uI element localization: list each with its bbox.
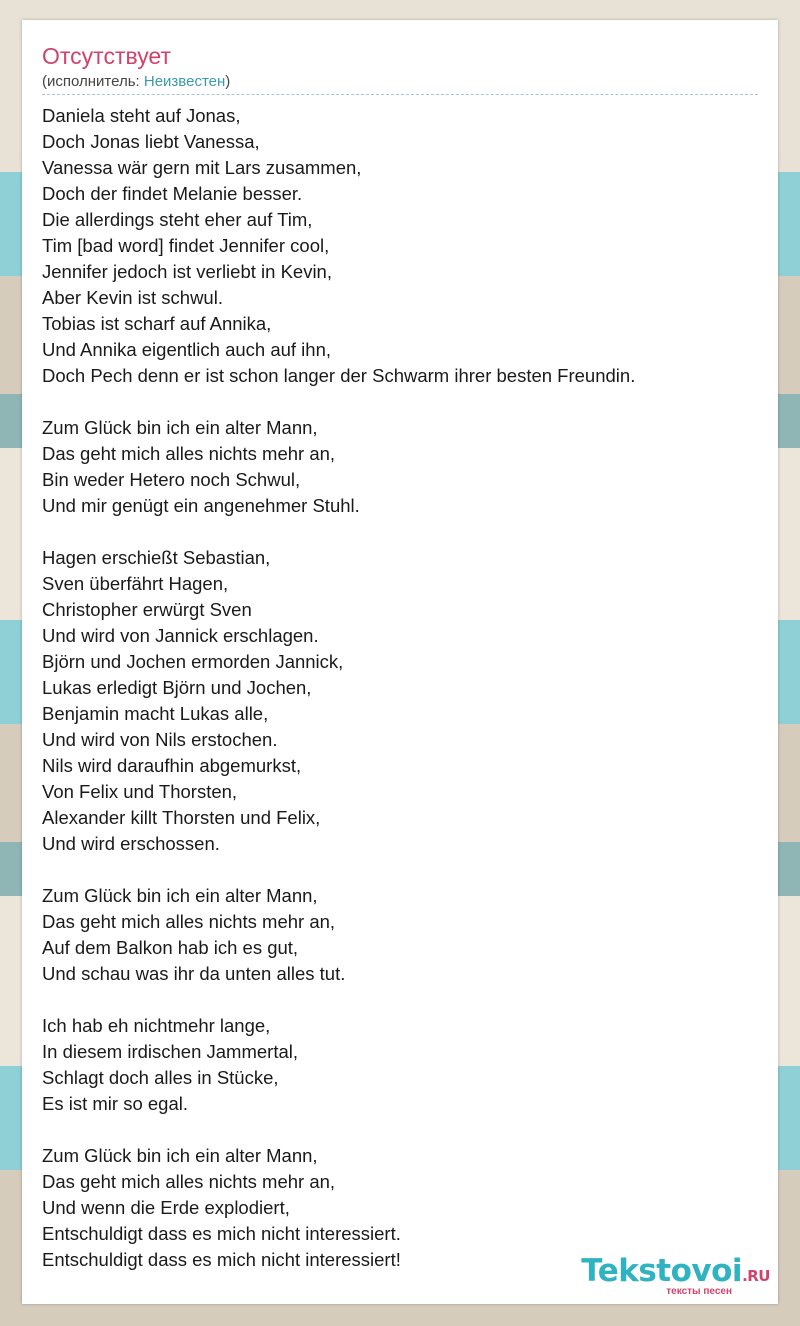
lyric-line: Die allerdings steht eher auf Tim,: [42, 209, 313, 230]
lyric-line: Von Felix und Thorsten,: [42, 781, 238, 802]
lyric-line: Es ist mir so egal.: [42, 1093, 188, 1114]
lyric-line: Nils wird daraufhin abgemurkst,: [42, 755, 302, 776]
lyric-line: Und wird von Jannick erschlagen.: [42, 625, 319, 646]
lyric-line: Zum Glück bin ich ein alter Mann,: [42, 417, 318, 438]
lyric-line: Und wenn die Erde explodiert,: [42, 1197, 290, 1218]
song-title: Отсутствует: [42, 43, 171, 69]
artist-line: [42, 72, 758, 95]
lyric-line: Benjamin macht Lukas alle,: [42, 703, 269, 724]
lyric-line: Das geht mich alles nichts mehr an,: [42, 911, 336, 932]
lyric-line: Und Annika eigentlich auch auf ihn,: [42, 339, 332, 360]
lyric-line: Entschuldigt dass es mich nicht interessiert!: [42, 1249, 401, 1270]
lyric-line: Und mir genügt ein angenehmer Stuhl.: [42, 495, 360, 516]
stanza: [42, 103, 758, 389]
logo-subtitle: тексты песен: [666, 1286, 732, 1297]
lyric-line: Und schau was ihr da unten alles tut.: [42, 963, 346, 984]
stanza: [42, 1013, 758, 1117]
lyric-line: Und wird erschossen.: [42, 833, 220, 854]
logo-name: Tekstovoi: [581, 1253, 743, 1289]
stanza: [42, 415, 758, 519]
lyric-line: Das geht mich alles nichts mehr an,: [42, 443, 336, 464]
artist-prefix: (исполнитель:: [42, 73, 144, 90]
lyric-line: Lukas erledigt Björn und Jochen,: [42, 677, 312, 698]
lyric-line: Doch Pech denn er ist schon langer der Schwarm ihrer besten Freundin.: [42, 365, 636, 386]
lyric-line: Und wird von Nils erstochen.: [42, 729, 278, 750]
artist-suffix: ): [225, 73, 231, 90]
lyric-line: Tim [bad word] findet Jennifer cool,: [42, 235, 330, 256]
lyric-line: Zum Glück bin ich ein alter Mann,: [42, 1145, 318, 1166]
lyric-line: Vanessa wär gern mit Lars zusammen,: [42, 157, 362, 178]
lyric-line: Entschuldigt dass es mich nicht interessiert.: [42, 1223, 401, 1244]
lyric-line: Bin weder Hetero noch Schwul,: [42, 469, 301, 490]
lyrics-card: [22, 20, 778, 1304]
site-logo[interactable]: [560, 1254, 770, 1298]
lyric-line: Alexander killt Thorsten und Felix,: [42, 807, 321, 828]
lyric-line: Tobias ist scharf auf Annika,: [42, 313, 272, 334]
lyric-line: Zum Glück bin ich ein alter Mann,: [42, 885, 318, 906]
lyric-line: In diesem irdischen Jammertal,: [42, 1041, 299, 1062]
artist-link[interactable]: Неизвестен: [143, 73, 226, 90]
lyric-line: Auf dem Balkon hab ich es gut,: [42, 937, 299, 958]
stanza: [42, 545, 758, 857]
lyric-line: Doch Jonas liebt Vanessa,: [42, 131, 260, 152]
lyric-line: Das geht mich alles nichts mehr an,: [42, 1171, 336, 1192]
lyric-line: Ich hab eh nichtmehr lange,: [42, 1015, 271, 1036]
lyric-line: Björn und Jochen ermorden Jannick,: [42, 651, 344, 672]
lyric-line: Schlagt doch alles in Stücke,: [42, 1067, 279, 1088]
lyric-line: Hagen erschießt Sebastian,: [42, 547, 271, 568]
logo-tld: .RU: [742, 1267, 770, 1285]
lyric-line: Sven überfährt Hagen,: [42, 573, 229, 594]
lyric-line: Doch der findet Melanie besser.: [42, 183, 303, 204]
lyric-line: Christopher erwürgt Sven: [42, 599, 252, 620]
lyrics-text: [42, 103, 758, 1299]
lyric-line: Jennifer jedoch ist verliebt in Kevin,: [42, 261, 332, 282]
lyric-line: Aber Kevin ist schwul.: [42, 287, 223, 308]
lyric-line: Daniela steht auf Jonas,: [42, 105, 241, 126]
stanza: [42, 883, 758, 987]
